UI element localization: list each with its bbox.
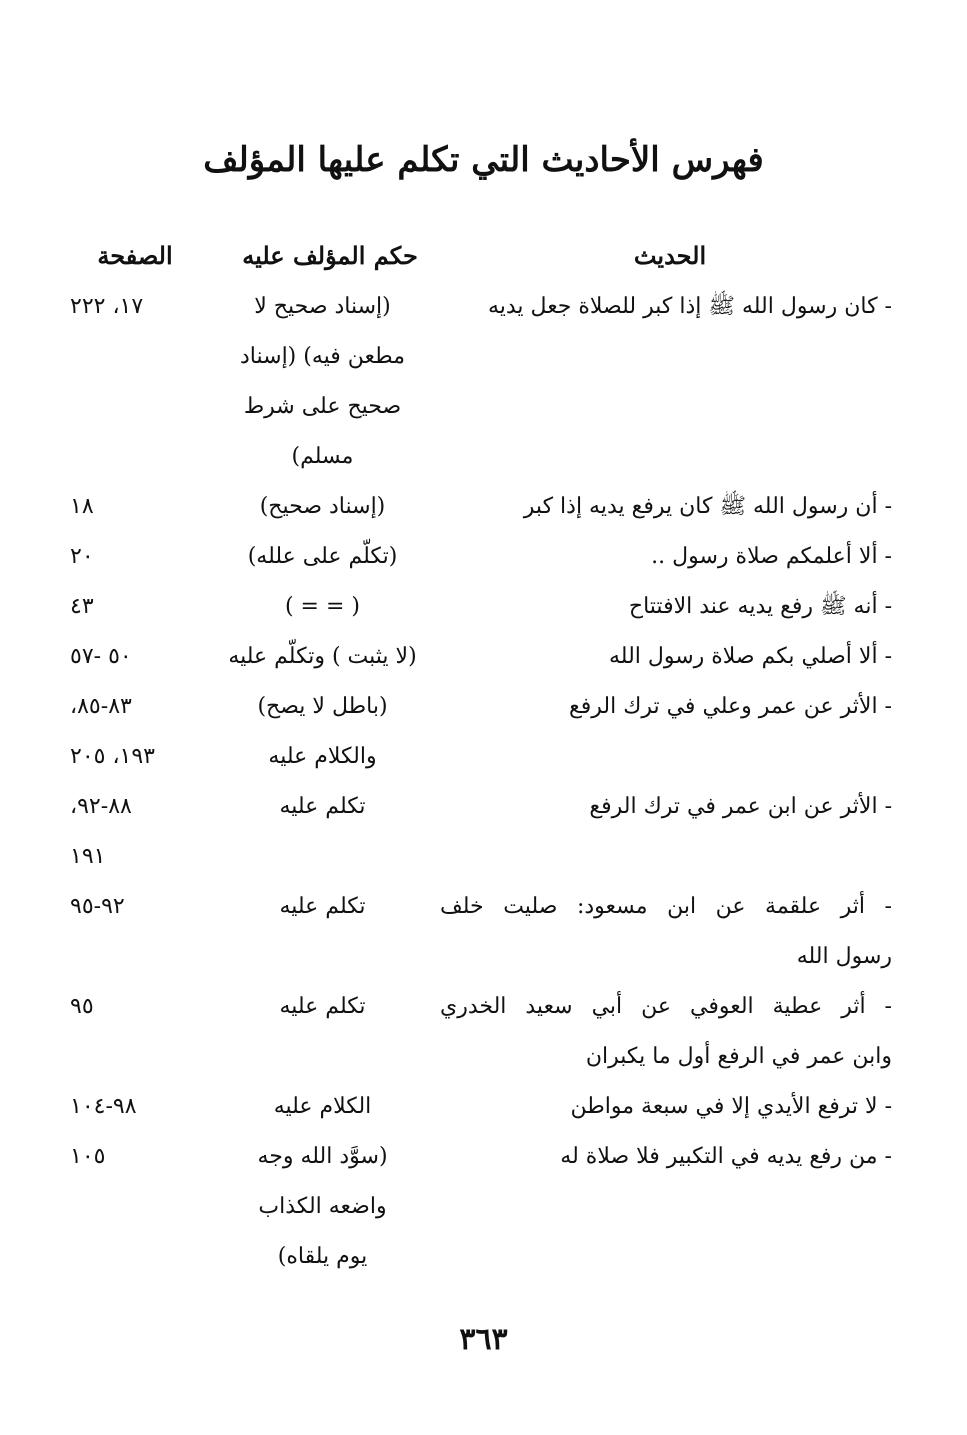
page-reference-line: ٢٠ — [70, 544, 94, 569]
page-reference-line: ٨٨-٩٢، — [70, 794, 132, 819]
hadith-text-line: - الأثر عن عمر وعلي في ترك الرفع — [569, 694, 892, 719]
hadith-text-line: رسول الله — [796, 944, 892, 969]
page-reference-line: ١٠٥ — [70, 1144, 106, 1169]
page-reference — [70, 1082, 215, 1132]
page-reference-line: ٤٣ — [70, 594, 94, 619]
author-verdict — [215, 582, 430, 632]
hadith-text-line: - أنه ﷺ رفع يديه عند الافتتاح — [628, 594, 892, 619]
author-verdict-line: (سوَّد الله وجه — [257, 1144, 388, 1169]
author-verdict — [215, 782, 430, 832]
table-row — [0, 1132, 967, 1282]
hadith-text — [440, 532, 892, 582]
hadith-text — [440, 782, 892, 832]
hadith-text — [440, 882, 892, 982]
author-verdict-line: واضعه الكذاب — [258, 1194, 387, 1219]
author-verdict-line: والكلام عليه — [268, 744, 377, 769]
author-verdict-line: تكلم عليه — [279, 894, 366, 919]
hadith-text — [440, 1132, 892, 1182]
table-row — [0, 582, 967, 632]
table-row — [0, 482, 967, 532]
page-reference — [70, 1132, 215, 1182]
page-reference-line: ٨٣-٨٥، — [70, 694, 132, 719]
author-verdict — [215, 882, 430, 932]
page-reference-line: ١٩٣، ٢٠٥ — [70, 744, 155, 769]
author-verdict-line: تكلم عليه — [279, 994, 366, 1019]
table-row — [0, 982, 967, 1082]
hadith-text — [440, 582, 892, 632]
author-verdict-line: مسلم) — [291, 444, 354, 469]
hadith-text-line: - أثر عطية العوفي عن أبي سعيد الخدري — [440, 994, 892, 1019]
author-verdict-line: الكلام عليه — [273, 1094, 372, 1119]
page-reference — [70, 682, 215, 782]
hadith-text — [440, 282, 892, 332]
author-verdict-line: ( = = ) — [284, 594, 360, 619]
page-reference-line: ٩٨-١٠٤ — [70, 1094, 137, 1119]
page-reference-line: ١٨ — [70, 494, 94, 519]
table-row — [0, 532, 967, 582]
page-reference-line: ١٧، ٢٢٢ — [70, 294, 144, 319]
table-row — [0, 632, 967, 682]
author-verdict-line: صحيح على شرط — [243, 394, 402, 419]
table-row — [0, 682, 967, 782]
hadith-text — [440, 982, 892, 1082]
header-page: الصفحة — [97, 241, 173, 270]
table-header — [0, 232, 967, 280]
page-reference — [70, 582, 215, 632]
author-verdict — [215, 532, 430, 582]
hadith-text-line: - لا ترفع الأيدي إلا في سبعة مواطن — [570, 1094, 892, 1119]
hadith-text — [440, 632, 892, 682]
hadith-text-line: - كان رسول الله ﷺ إذا كبر للصلاة جعل يديه — [487, 294, 892, 319]
page-reference-line: ١٩١ — [70, 844, 106, 869]
page-reference-line: ٩٥ — [70, 994, 94, 1019]
author-verdict-line: (إسناد صحيح) — [259, 494, 386, 519]
page-reference — [70, 632, 215, 682]
header-verdict: حكم المؤلف عليه — [242, 241, 418, 270]
author-verdict-line: يوم يلقاه) — [277, 1244, 368, 1269]
table-row — [0, 282, 967, 482]
hadith-text-line: - ألا أصلي بكم صلاة رسول الله — [608, 644, 892, 669]
author-verdict — [215, 632, 430, 682]
author-verdict-line: (باطل لا يصح) — [257, 694, 388, 719]
author-verdict — [215, 1082, 430, 1132]
page-reference — [70, 532, 215, 582]
hadith-text-line: - أن رسول الله ﷺ كان يرفع يديه إذا كبر — [523, 494, 892, 519]
page-reference — [70, 482, 215, 532]
author-verdict-line: مطعن فيه) (إسناد — [240, 344, 405, 369]
author-verdict-line: تكلم عليه — [279, 794, 366, 819]
page-reference — [70, 882, 215, 932]
table-row — [0, 882, 967, 982]
table-row — [0, 782, 967, 882]
hadith-text-line: - ألا أعلمكم صلاة رسول .. — [651, 544, 892, 569]
author-verdict — [215, 482, 430, 532]
hadith-text — [440, 1082, 892, 1132]
page-reference — [70, 282, 215, 332]
author-verdict — [215, 682, 430, 782]
table-row — [0, 1082, 967, 1132]
hadith-text-line: - من رفع يديه في التكبير فلا صلاة له — [560, 1144, 892, 1169]
author-verdict — [215, 282, 430, 482]
page-reference — [70, 782, 215, 882]
hadith-text — [440, 682, 892, 732]
hadith-text-line: - أثر علقمة عن ابن مسعود: صليت خلف — [440, 894, 892, 919]
author-verdict-line: (تكلّم على علله) — [247, 544, 398, 569]
hadith-text-line: - الأثر عن ابن عمر في ترك الرفع — [589, 794, 892, 819]
author-verdict — [215, 982, 430, 1032]
author-verdict — [215, 1132, 430, 1282]
page-title: فهرس الأحاديث التي تكلم عليها المؤلف — [203, 140, 764, 180]
hadith-text-line: وابن عمر في الرفع أول ما يكبران — [585, 1044, 892, 1069]
page-number: ٣٦٣ — [459, 1322, 508, 1357]
header-hadith: الحديث — [633, 241, 707, 270]
page-reference — [70, 982, 215, 1032]
author-verdict-line: (لا يثبت ) وتكلّم عليه — [228, 644, 417, 669]
author-verdict-line: (إسناد صحيح لا — [254, 294, 391, 319]
page-reference-line: ٥٠ -٥٧ — [70, 644, 132, 669]
page-reference-line: ٩٢-٩٥ — [70, 894, 125, 919]
hadith-text — [440, 482, 892, 532]
hadith-index-table — [0, 282, 967, 1282]
